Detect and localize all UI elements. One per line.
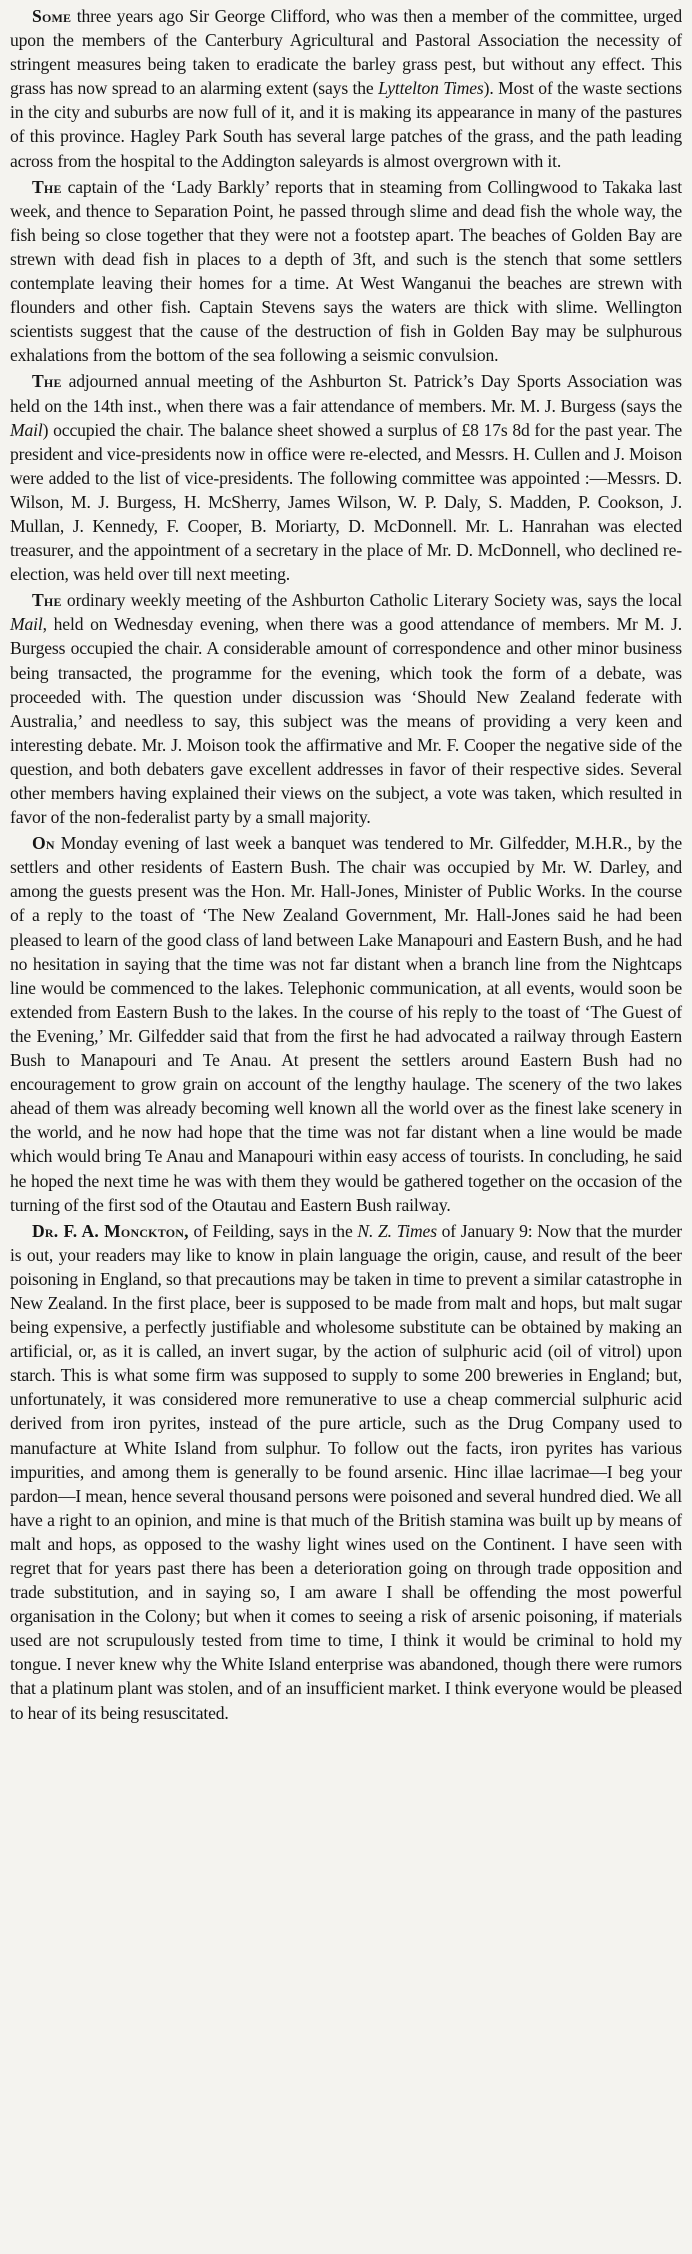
paragraph-text: adjourned annual meeting of the Ashburton St. Patrick’s Day Sports Association was held on the 14th inst., when there was a fair attendance of members. Mr. M. J. Burgess (says the: [10, 371, 682, 416]
paragraph-text: Monday evening of last week a banquet was tendered to Mr. Gilfedder, M.H.R., by the settlers and other residents of Eastern Bush. The chair was occupied by Mr. W. Darley, and among the guests present was the Hon. Mr. Hall-Jones, Minister of Public Works. In the course of a reply to the toast of ‘The New Zealand Government, Mr. Hall-Jones said he had been pleased to learn of the good class of land between Lake Manapouri and Eastern Bush, and he had no hesitation in saying that the time was not far distant when a branch line from the Nightcaps line would be commenced to the lakes. Telephonic communication, at all events, would soon be extended from Eastern Bush to the lakes. In the course of his reply to the toast of ‘The Guest of the Evening,’ Mr. Gilfedder said that from the first he had advocated a railway through Eastern Bush to Manapouri and Te Anau. At present the settlers around Eastern Bush had no encouragement to grow grain on account of the lengthy haulage. The scenery of the two lakes ahead of them was already becoming well known all the world over as the finest lake scenery in the world, and he now had hope that the time was not far distant when a line would be made which would bring Te Anau and Manapouri within easy access of tourists. In concluding, he said he hoped the next time he was with them they would be gathered together on the occasion of the turning of the first sod of the Otautau and Eastern Bush railway.: [10, 833, 682, 1215]
paragraph-lead-word: Some: [32, 6, 72, 26]
paragraph-text: , held on Wednesday evening, when there was a good attendance of members. Mr M. J. Burgess occupied the chair. A considerable amount of correspondence and other minor business being transacted, the programme for the evening, which took the form of a debate, was proceeded with. The question under discussion was ‘Should New Zealand federate with Australia,’ and needless to say, this subject was the means of providing a very keen and interesting debate. Mr. J. Moison took the affirmative and Mr. F. Cooper the negative side of the question, and both debaters gave excellent addresses in favor of their respective sides. Several other members having explained their views on the subject, a vote was taken, which resulted in favor of the non-federalist party by a small majority.: [10, 614, 682, 828]
paragraph-text: captain of the ‘Lady Barkly’ reports that in steaming from Collingwood to Takaka last week, and thence to Separation Point, he passed through slime and dead fish the whole way, the fish being so close together that they were not a footstep apart. The beaches of Golden Bay are strewn with dead fish in places to a depth of 3ft, and such is the stench that some settlers contemplate leaving their homes for a time. At West Wanganui the beaches are strewn with flounders and other fish. Captain Stevens says the waters are thick with slime. Wellington scientists suggest that the cause of the destruction of fish in Golden Bay may be sulphurous exhalations from the bottom of the sea following a seismic convulsion.: [10, 176, 682, 366]
paragraph-text: of Feilding, says in the: [188, 1220, 358, 1241]
paragraph-barley-grass: [10, 4, 682, 173]
paragraph-lead-word: The: [32, 371, 62, 392]
newspaper-title: Mail: [10, 614, 43, 635]
paragraph-text: ). Most of the waste sections in the city and suburbs are now full of it, and it is making its appearance in many of the pastures of this province. Hagley Park South has several large patches of the grass, and the path leading across from the hospital to the Addington saleyards is almost overgrown with it.: [10, 78, 682, 171]
paragraph-text: three years ago Sir George Clifford, who was then a member of the committee, urged upon the members of the Canterbury Agricultural and Pastoral Association the necessity of stringent measures being taken to eradicate the barley grass pest, but without any effect. This grass has now spread to an alarming extent (says the: [10, 6, 682, 99]
paragraph-sports-association: [10, 369, 682, 586]
paragraph-banquet: [10, 831, 682, 1217]
paragraph-text: ordinary weekly meeting of the Ashburton Catholic Literary Society was, says the local: [61, 590, 682, 611]
paragraph-text: ) occupied the chair. The balance sheet showed a surplus of £8 17s 8d for the past year. The president and vice-presidents now in office were re-elected, and Messrs. H. Cullen and J. Moison were added to the list of vice-presidents. The following committee was appointed :—Messrs. D. Wilson, M. J. Burgess, H. McSherry, James Wilson, W. P. Daly, S. Madden, P. Cookson, J. Mullan, J. Kennedy, F. Cooper, B. Moriarty, D. McDonnell. Mr. L. Hanrahan was elected treasurer, and the appointment of a secretary in the place of Mr. D. McDonnell, who declined re-election, was held over till next meeting.: [10, 419, 682, 585]
paragraph-lead-word: The: [32, 176, 62, 197]
paragraph-text: of January 9: Now that the murder is out, your readers may like to know in plain language the origin, cause, and result of the beer poisoning in England, so that precautions may be taken in time to prevent a similar catastrophe in New Zealand. In the first place, beer is supposed to be made from malt and hops, but malt sugar being expensive, a perfectly justifiable and wholesome substitute can be obtained by making an artificial, or, as it is called, an invert sugar, by the action of sulphuric acid (oil of vitrol) upon starch. This is what some firm was supposed to supply to some 200 breweries in England; but, unfortunately, it was considered more remunerative to use a cheap commercial sulphuric acid derived from iron pyrites, instead of the pure article, such as the Drug Company used to manufacture at White Island from sulphur. To follow out the facts, iron pyrites has various impurities, and among them is generally to be found arsenic. Hinc illae lacrimae—I beg your pardon—I mean, hence several thousand persons were poisoned and several hundred died. We all have a right to an opinion, and mine is that much of the British stamina was built up by means of malt and hops, as opposed to the washy light wines used on the Continent. I have seen with regret that for years past there has been a deterioration going on through trade opposition and trade substitution, and in saying so, I am aware I shall be offending the most powerful organisation in the Colony; but when it comes to seeing a risk of arsenic poisoning, if materials used are not scrupulously tested from time to time, I think it would be criminal to hold my tongue. I never knew why the White Island enterprise was abandoned, though there were rumors that a platinum plant was stolen, and of an insufficient market. I think everyone would be pleased to hear of its being resuscitated.: [10, 1220, 683, 1723]
paragraph-lead-word: On: [32, 833, 55, 854]
paragraph-beer-poisoning: [10, 1219, 682, 1725]
paragraph-lead-word: Dr. F. A. Monckton,: [32, 1220, 189, 1241]
newspaper-title: N. Z. Times: [357, 1220, 437, 1241]
newspaper-title: Lyttelton Times: [378, 78, 484, 99]
paragraph-literary-society: [10, 588, 682, 829]
paragraph-dead-fish: [10, 175, 682, 368]
paragraph-lead-word: The: [32, 590, 62, 611]
newspaper-title: Mail: [10, 419, 43, 440]
